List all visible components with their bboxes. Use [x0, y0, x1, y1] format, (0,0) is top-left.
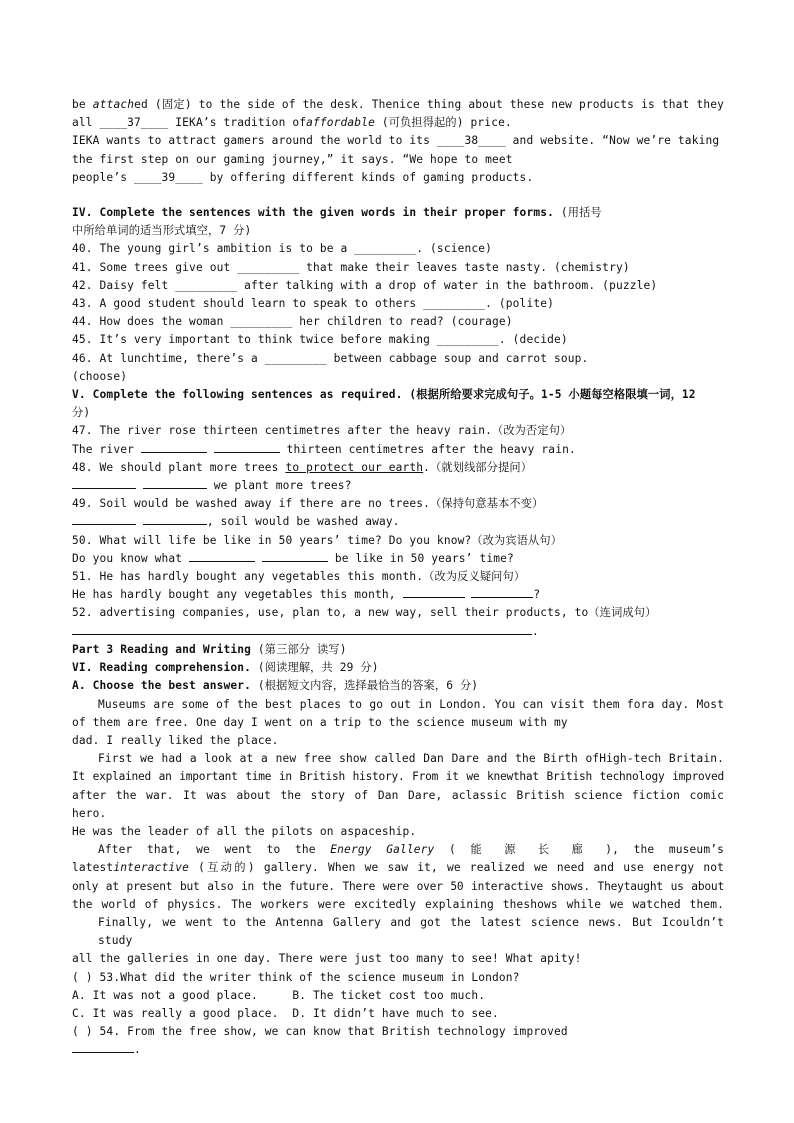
passage-p4-line-1: Finally, we went to the Antenna Gallery and got the latest science news. But Icouldn’t study	[98, 915, 724, 948]
question-47-answer: The river thirteen centimetres after the heavy rain.	[72, 442, 576, 456]
passage-p1-line-3: dad. I really liked the place.	[72, 733, 279, 747]
passage-p3-line-4: the world of physics. The workers were excitedly explaining theshows while we watched them.	[72, 897, 724, 911]
cloze-line-1: be attached (固定) to the side of the desk. Thenice thing about these new products is that they	[72, 98, 724, 111]
question-50-answer: Do you know what be like in 50 years’ time?	[72, 551, 514, 565]
passage-p1-line-2: of them are free. One day I went on a trip to the science museum with my	[72, 715, 568, 729]
question-51: 51. He has hardly bought any vegetables this month.（改为反义疑问句）	[72, 570, 526, 584]
question-53-options-ab	[72, 987, 724, 1005]
passage-p2-line-1: First we had a look at a new free show called Dan Dare and the Birth ofHigh-tech Britain.	[98, 752, 724, 766]
cloze-line-5: people’s ____39____ by offering different kinds of gaming products.	[72, 170, 534, 184]
question-50: 50. What will life be like in 50 years’ time? Do you know?（改为宾语从句）	[72, 533, 563, 547]
answer-blank[interactable]	[262, 550, 328, 562]
option-a[interactable]: A. It was not a good place.	[72, 988, 258, 1002]
passage-p2-line-2: It explained an important time in British history. From it we knewthat British technology improved	[72, 770, 724, 784]
question-52-answer: .	[72, 623, 724, 641]
answer-blank[interactable]	[72, 513, 136, 525]
passage-p3-line-1: After that, we went to the Energy Gallery ( 能 源 长 廊 ), the museum’s	[98, 843, 724, 857]
section-6-heading: VI. Reading comprehension. (阅读理解，共 29 分)	[72, 661, 379, 675]
question-49: 49. Soil would be washed away if there are no trees.（保持句意基本不变）	[72, 497, 544, 511]
answer-blank[interactable]	[143, 477, 207, 489]
passage-p3-line-3: only at present but also in the future. There were over 50 interactive shows. Theytaught us about	[72, 879, 724, 893]
section-5-heading-cont: 分)	[72, 406, 91, 420]
question-53-options-cd	[72, 1005, 724, 1023]
answer-blank[interactable]	[141, 441, 207, 453]
question-52: 52. advertising companies, use, plan to, a new way, sell their products, to（连词成句）	[72, 606, 657, 620]
question-47: 47. The river rose thirteen centimetres after the heavy rain.（改为否定句）	[72, 424, 572, 438]
question-46-hint: (choose)	[72, 369, 128, 383]
question-40: 40. The young girl’s ambition is to be a _________. (science)	[72, 242, 493, 256]
answer-line[interactable]	[72, 623, 532, 635]
cloze-line-3: IEKA wants to attract gamers around the world to its ____38____ and website. “Now we’re taking	[72, 134, 720, 148]
question-51-answer: He has hardly bought any vegetables this month, ?	[72, 588, 541, 602]
cloze-line-4: the first step on our gaming journey,” it says. “We hope to meet	[72, 152, 513, 166]
answer-blank[interactable]	[143, 513, 207, 525]
answer-blank[interactable]	[214, 441, 280, 453]
question-48-answer: we plant more trees?	[72, 477, 724, 495]
passage-p1-line-1: Museums are some of the best places to go out in London. You can visit them fora day. Most	[98, 697, 724, 711]
passage-p4-line-2: all the galleries in one day. There were just too many to see! What apity!	[72, 952, 582, 966]
question-41: 41. Some trees give out _________ that make their leaves taste nasty. (chemistry)	[72, 260, 630, 274]
question-53: ( ) 53.What did the writer think of the science museum in London?	[72, 970, 520, 984]
answer-blank[interactable]	[72, 477, 136, 489]
question-54-answer: .	[72, 1041, 724, 1059]
question-46: 46. At lunchtime, there’s a _________ between cabbage soup and carrot soup.	[72, 351, 589, 365]
question-43: 43. A good student should learn to speak to others _________. (polite)	[72, 297, 554, 311]
question-48: 48. We should plant more trees to protect our earth.（就划线部分提问）	[72, 460, 533, 474]
option-b[interactable]: B. The ticket cost too much.	[292, 988, 486, 1002]
section-5-heading: V. Complete the following sentences as required. (根据所给要求完成句子。1-5 小题每空格限填一词，12	[72, 388, 696, 402]
answer-blank[interactable]	[72, 1041, 134, 1053]
answer-blank[interactable]	[189, 550, 255, 562]
part-a-heading: A. Choose the best answer. (根据短文内容，选择最恰当的答案，6 分)	[72, 679, 479, 693]
option-d[interactable]: D. It didn’t have much to see.	[292, 1006, 499, 1020]
question-54: ( ) 54. From the free show, we can know that British technology improved	[72, 1025, 568, 1039]
section-4-heading-cont: 中所给单词的适当形式填空，7 分)	[72, 224, 252, 238]
question-42: 42. Daisy felt _________ after talking with a drop of water in the bathroom. (puzzle)	[72, 278, 658, 292]
answer-blank[interactable]	[471, 586, 533, 598]
section-4-heading: IV. Complete the sentences with the given words in their proper forms. (用括号	[72, 206, 602, 220]
exam-page	[72, 96, 724, 1060]
question-44: 44. How does the woman _________ her children to read? (courage)	[72, 315, 513, 329]
passage-p2-line-3: after the war. It was about the story of Dan Dare, aclassic British science fiction comic hero.	[72, 788, 724, 820]
answer-blank[interactable]	[403, 586, 465, 598]
passage-p3-line-2: latestinteractive (互动的) gallery. When we saw it, we realized we need and use energy not	[72, 861, 724, 875]
cloze-line-2: all ____37____ IEKA’s tradition ofaffordable (可负担得起的) price.	[72, 116, 512, 130]
passage-p2-line-4: He was the leader of all the pilots on aspaceship.	[72, 824, 417, 838]
question-45: 45. It’s very important to think twice before making _________. (decide)	[72, 333, 568, 347]
option-c[interactable]: C. It was really a good place.	[72, 1006, 279, 1020]
part-3-title: Part 3 Reading and Writing (第三部分 读写)	[72, 642, 347, 656]
question-49-answer: , soil would be washed away.	[72, 513, 724, 531]
